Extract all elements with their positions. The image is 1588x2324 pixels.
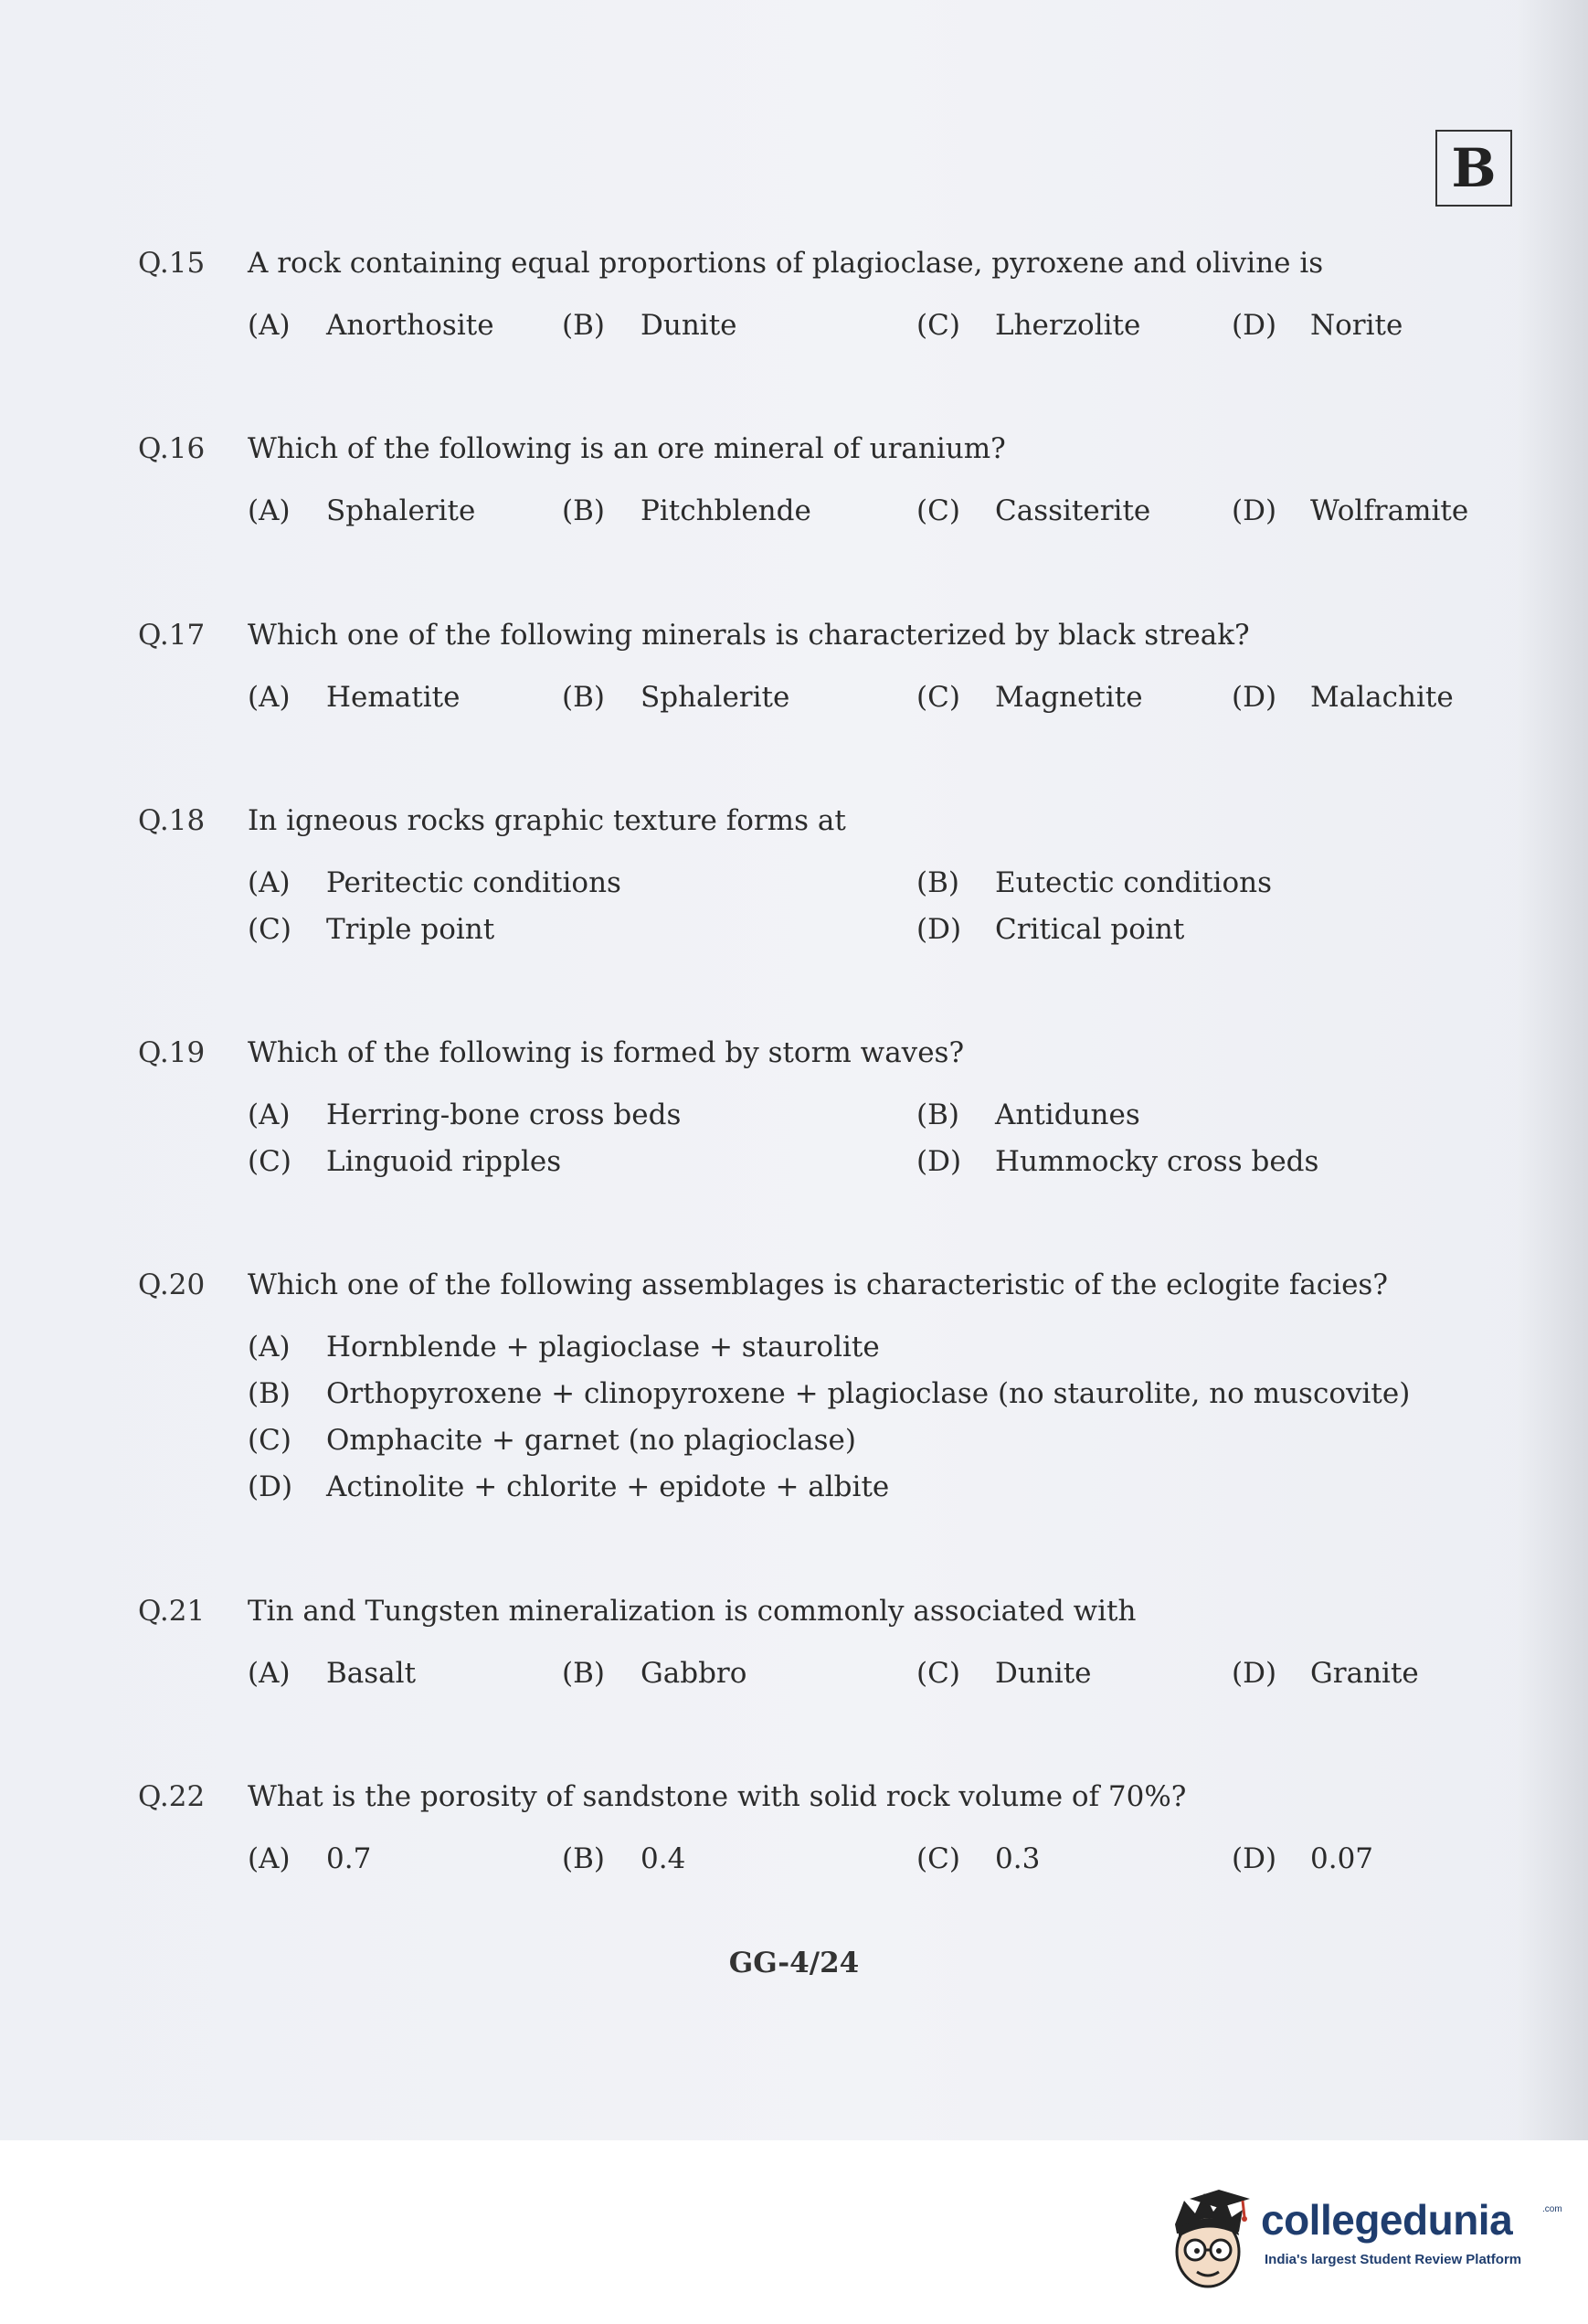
page-code: GG-4/24 [728,1947,860,1979]
option-b: (B) 0.4 [562,1842,686,1875]
option-d: (D) Actinolite + chlorite + epidote + albite [248,1470,890,1503]
option-d: (D) Malachite [1232,681,1454,714]
option-b: (B) Sphalerite [562,681,790,714]
option-a: (A) Hornblende + plagioclase + staurolite [248,1331,880,1364]
question-text: Which one of the following minerals is characterized by black streak? [248,619,1250,652]
question-text: What is the porosity of sandstone with solid rock volume of 70%? [248,1780,1187,1813]
option-b: (B) Orthopyroxene + clinopyroxene + plagioclase (no staurolite, no muscovite) [248,1377,1411,1410]
option-c: (C) Magnetite [916,681,1143,714]
option-d: (D) Granite [1232,1657,1419,1690]
question-text: Tin and Tungsten mineralization is commonly associated with [248,1595,1137,1628]
option-a: (A) Sphalerite [248,494,476,527]
option-a: (A) Hematite [248,681,461,714]
option-c: (C) Cassiterite [916,494,1151,527]
brand-name: collegedunia [1261,2196,1513,2244]
option-c: (C) Lherzolite [916,309,1141,342]
option-b: (B) Dunite [562,309,737,342]
question-text: Which one of the following assemblages is characteristic of the eclogite facies? [248,1268,1388,1301]
option-c: (C) 0.3 [916,1842,1041,1875]
question-text: Which of the following is formed by storm waves? [248,1036,965,1069]
question-text: In igneous rocks graphic texture forms at [248,804,846,837]
page-edge-shadow [1517,0,1588,2140]
option-c: (C) Omphacite + garnet (no plagioclase) [248,1424,856,1457]
question-number: Q.20 [138,1268,206,1301]
collegedunia-logo[interactable] [1159,2182,1561,2301]
option-a: (A) Basalt [248,1657,417,1690]
option-d: (D) Norite [1232,309,1403,342]
question-number: Q.18 [138,804,206,837]
question-set-box: B [1435,130,1512,207]
brand-tagline: India's largest Student Review Platform [1265,2252,1522,2267]
question-number: Q.17 [138,619,206,652]
question-text: A rock containing equal proportions of plagioclase, pyroxene and olivine is [248,247,1324,280]
option-b: (B) Eutectic conditions [916,866,1273,899]
option-a: (A) Peritectic conditions [248,866,621,899]
option-a: (A) Herring-bone cross beds [248,1098,682,1131]
question-number: Q.21 [138,1595,206,1628]
question-number: Q.15 [138,247,206,280]
option-d: (D) Critical point [916,913,1185,946]
question-number: Q.19 [138,1036,206,1069]
option-b: (B) Gabbro [562,1657,747,1690]
option-d: (D) Hummocky cross beds [916,1145,1319,1178]
option-b: (B) Pitchblende [562,494,811,527]
option-d: (D) Wolframite [1232,494,1469,527]
option-c: (C) Linguoid ripples [248,1145,562,1178]
question-number: Q.16 [138,432,206,465]
question-number: Q.22 [138,1780,206,1813]
option-c: (C) Dunite [916,1657,1092,1690]
question-text: Which of the following is an ore mineral of uranium? [248,432,1006,465]
mascot-icon [1159,2182,1257,2301]
brand-domain: .com [1542,2204,1562,2214]
option-c: (C) Triple point [248,913,495,946]
option-a: (A) 0.7 [248,1842,372,1875]
option-d: (D) 0.07 [1232,1842,1374,1875]
option-a: (A) Anorthosite [248,309,494,342]
option-b: (B) Antidunes [916,1098,1140,1131]
